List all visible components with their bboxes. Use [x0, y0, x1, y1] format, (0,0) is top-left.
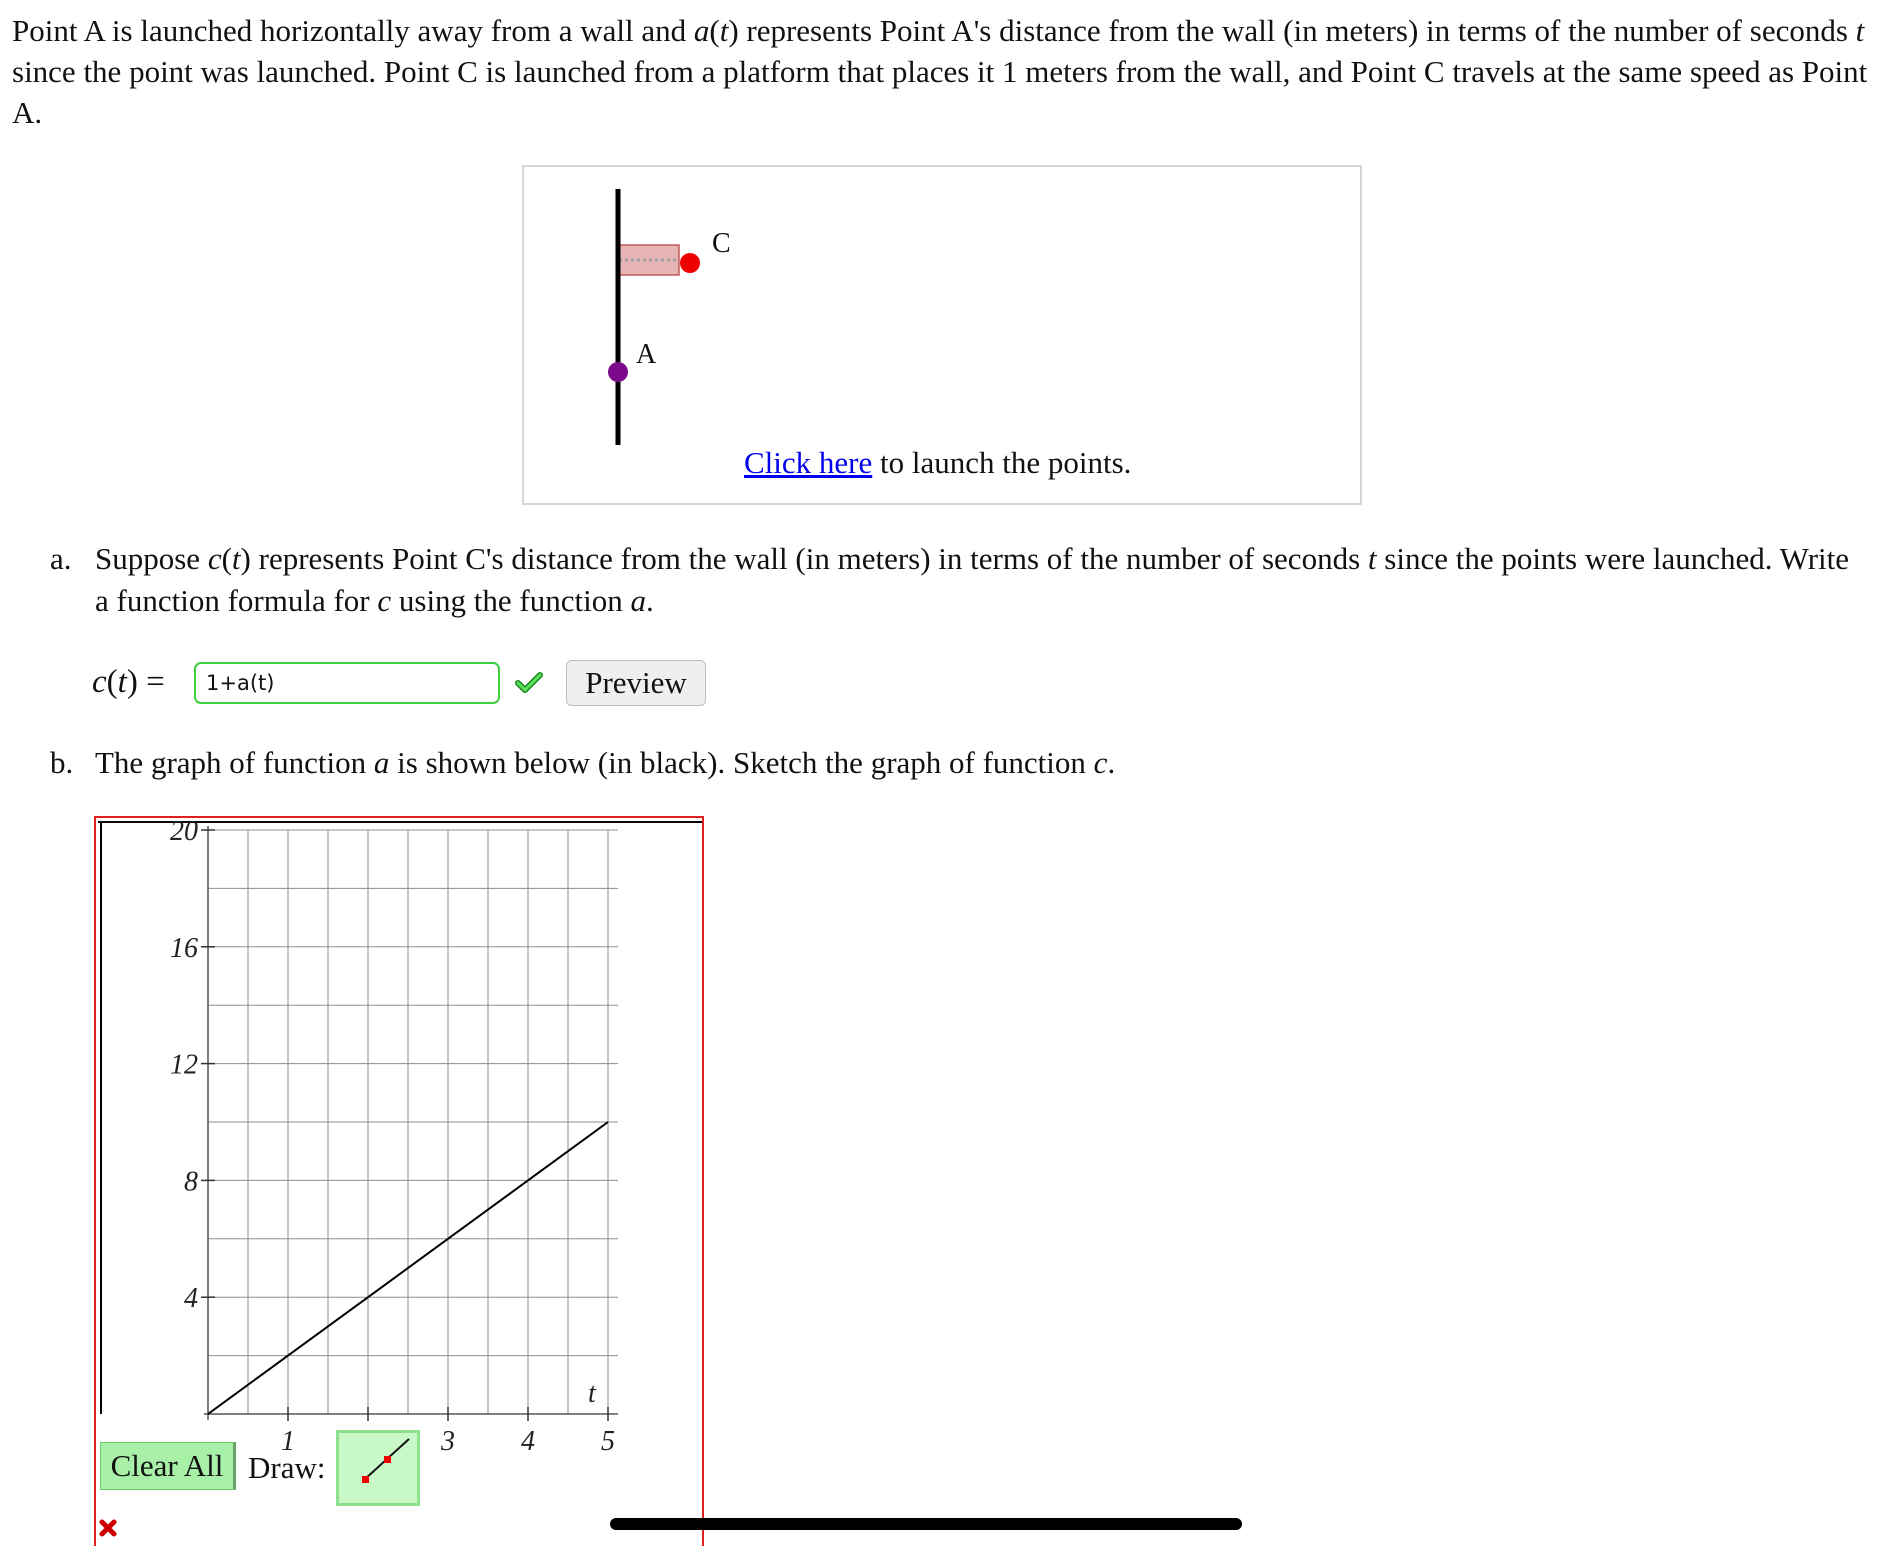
graph-canvas[interactable] — [96, 816, 702, 1457]
y-tick-label: 20 — [170, 816, 198, 847]
home-indicator — [610, 1518, 1242, 1530]
answer-input[interactable] — [194, 662, 500, 704]
line-tool-button[interactable] — [336, 1430, 420, 1506]
error-icon — [98, 1518, 118, 1538]
launch-instructions: Click here to launch the points. — [744, 445, 1132, 480]
part-b-question: b. The graph of function a is shown below (in black). Sketch the graph of function c. — [50, 742, 1870, 784]
y-tick-label: 16 — [170, 932, 198, 964]
preview-button[interactable]: Preview — [566, 660, 706, 706]
animation-panel — [522, 165, 1362, 505]
x-tick-label: 3 — [441, 1426, 455, 1457]
draw-label: Draw: — [248, 1450, 326, 1485]
graph-tool — [94, 816, 704, 1546]
y-tick-label: 8 — [184, 1166, 198, 1198]
var-a: a — [693, 13, 710, 48]
x-axis-label: t — [588, 1378, 596, 1409]
launch-link[interactable]: Click here — [744, 445, 873, 480]
x-tick-label: 1 — [281, 1426, 295, 1457]
x-tick-label: 5 — [601, 1426, 615, 1457]
clear-all-button[interactable]: Clear All — [100, 1442, 236, 1490]
problem-statement: Point A is launched horizontally away from a wall and a(t) represents Point A's distance from the wall (in meters) in terms of the number of seconds t since the point was launched. Point C is launched from a platform that places it 1 meters from the wall, and Point C travels at the same speed as Point A. — [12, 13, 1868, 130]
point-c — [680, 253, 700, 273]
check-icon — [516, 672, 542, 694]
point-a-label: A — [636, 339, 657, 370]
answer-label: c(t) = — [92, 664, 165, 700]
point-c-label: C — [712, 228, 731, 259]
part-b-number: b. — [50, 745, 74, 780]
y-tick-label: 4 — [184, 1283, 198, 1315]
part-a-number: a. — [50, 541, 72, 576]
line-tool-icon — [339, 1433, 417, 1503]
x-tick-label: 4 — [521, 1426, 535, 1457]
y-tick-label: 12 — [170, 1049, 198, 1081]
point-a — [608, 362, 628, 382]
part-a-question: a. Suppose c(t) represents Point C's distance from the wall (in meters) in terms of the number of seconds t since the points were launched. Write a function formula for c using the function a. — [50, 538, 1870, 622]
